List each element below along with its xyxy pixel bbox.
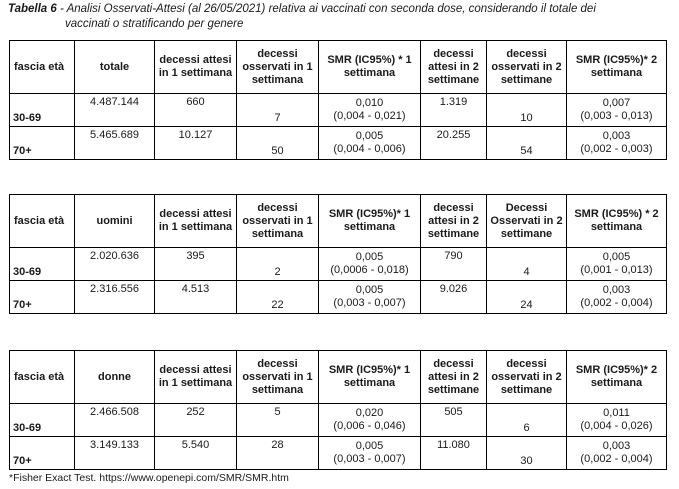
header-attesi-1: decessi attesi in 1 settimana — [155, 41, 237, 94]
smr-value: 0,003 — [602, 440, 631, 452]
cell-attesi-1: 5.540 — [155, 437, 237, 470]
header-smr-2: SMR (IC95%)* 2 settimana — [567, 41, 667, 94]
smr-value: 0,005 — [355, 284, 384, 296]
cell-attesi-2: 20.255 — [421, 127, 487, 160]
cell-age: 30-69 — [10, 248, 75, 281]
cell-osservati-1: 28 — [237, 437, 319, 470]
header-osservati-2: decessi osservati in 2 settimane — [487, 351, 567, 404]
smr-ci: (0,001 - 0,013) — [580, 264, 653, 276]
header-smr-1: SMR (IC95%) * 1 settimana — [319, 41, 421, 94]
cell-attesi-1: 660 — [155, 94, 237, 127]
smr-ci: (0,003 - 0,007) — [333, 297, 406, 309]
table-row — [10, 248, 667, 281]
table-row — [10, 127, 667, 160]
header-osservati-1: decessi osservati in 1 settimana — [237, 195, 319, 248]
cell-smr-1 — [319, 127, 421, 160]
cell-age: 70+ — [10, 281, 75, 314]
cell-population: 4.487.144 — [75, 94, 155, 127]
cell-age: 30-69 — [10, 404, 75, 437]
caption-line-2: vaccinati o stratificando per genere — [65, 18, 244, 30]
cell-age: 30-69 — [10, 94, 75, 127]
header-smr-1: SMR (IC95%)* 1 settimana — [319, 195, 421, 248]
cell-population: 2.466.508 — [75, 404, 155, 437]
cell-osservati-1: 50 — [237, 127, 319, 160]
smr-ci: (0,004 - 0,006) — [333, 143, 406, 155]
cell-smr-1 — [319, 248, 421, 281]
cell-population: 2.316.556 — [75, 281, 155, 314]
cell-attesi-2: 505 — [421, 404, 487, 437]
cell-population: 2.020.636 — [75, 248, 155, 281]
smr-value: 0,011 — [603, 407, 630, 419]
cell-osservati-2: 30 — [487, 437, 567, 470]
cell-smr-2 — [567, 404, 667, 437]
caption-line-1: - Analisi Osservati-Attesi (al 26/05/2021) relativa ai vaccinati con seconda dose, considerando il totale dei — [56, 3, 596, 15]
cell-smr-2 — [567, 281, 667, 314]
cell-smr-2 — [567, 127, 667, 160]
smr-value: 0,005 — [602, 251, 631, 263]
smr-ci: (0,004 - 0,026) — [580, 420, 653, 432]
table-row — [10, 404, 667, 437]
table-donne — [9, 350, 667, 470]
cell-osservati-2: 6 — [487, 404, 567, 437]
table-row — [10, 281, 667, 314]
footnote: *Fisher Exact Test. https://www.openepi.com/SMR/SMR.htm — [9, 472, 289, 484]
cell-attesi-1: 252 — [155, 404, 237, 437]
cell-attesi-1: 4.513 — [155, 281, 237, 314]
table-header-row — [10, 351, 667, 404]
header-attesi-1: decessi attesi in 1 settimana — [155, 195, 237, 248]
cell-osservati-1: 22 — [237, 281, 319, 314]
cell-smr-2 — [567, 437, 667, 470]
table-caption — [8, 2, 673, 32]
cell-attesi-1: 10.127 — [155, 127, 237, 160]
smr-value: 0,010 — [355, 97, 384, 109]
header-smr-2: SMR (IC95%)* 2 settimana — [567, 351, 667, 404]
smr-value: 0,003 — [602, 284, 631, 296]
cell-osservati-2: 4 — [487, 248, 567, 281]
smr-value: 0,005 — [355, 130, 384, 142]
header-osservati-2: Decessi Osservati in 2 settimane — [487, 195, 567, 248]
cell-population: 5.465.689 — [75, 127, 155, 160]
header-fascia-eta: fascia età — [10, 195, 75, 248]
caption-label: Tabella 6 — [8, 3, 57, 15]
cell-smr-1 — [319, 281, 421, 314]
cell-age: 70+ — [10, 127, 75, 160]
header-attesi-2: decessi attesi in 2 settimane — [421, 41, 487, 94]
smr-ci: (0,0006 - 0,018) — [330, 264, 409, 276]
smr-ci: (0,003 - 0,013) — [580, 110, 653, 122]
cell-smr-1 — [319, 94, 421, 127]
cell-osservati-1: 2 — [237, 248, 319, 281]
header-population: donne — [75, 351, 155, 404]
smr-value: 0,003 — [602, 130, 631, 142]
cell-smr-2 — [567, 94, 667, 127]
header-osservati-1: decessi osservati in 1 settimana — [237, 41, 319, 94]
table-uomini — [9, 194, 667, 314]
smr-ci: (0,004 - 0,021) — [333, 110, 406, 122]
smr-ci: (0,002 - 0,004) — [580, 453, 653, 465]
cell-attesi-2: 1.319 — [421, 94, 487, 127]
smr-value: 0,007 — [602, 97, 631, 109]
header-population: uomini — [75, 195, 155, 248]
header-population: totale — [75, 41, 155, 94]
table-header-row — [10, 41, 667, 94]
header-smr-1: SMR (IC95%)* 1 settimana — [319, 351, 421, 404]
header-smr-2: SMR (IC95%) * 2 settimana — [567, 195, 667, 248]
smr-ci: (0,002 - 0,004) — [580, 297, 653, 309]
table-row — [10, 94, 667, 127]
header-osservati-2: decessi osservati in 2 settimane — [487, 41, 567, 94]
smr-value: 0,020 — [355, 407, 384, 419]
cell-osservati-2: 54 — [487, 127, 567, 160]
header-osservati-1: decessi osservati in 1 settimana — [237, 351, 319, 404]
table-header-row — [10, 195, 667, 248]
table-totale — [9, 40, 667, 160]
table-row — [10, 437, 667, 470]
smr-ci: (0,002 - 0,003) — [580, 143, 653, 155]
cell-smr-1 — [319, 437, 421, 470]
cell-attesi-2: 9.026 — [421, 281, 487, 314]
smr-ci: (0,003 - 0,007) — [333, 453, 406, 465]
cell-osservati-2: 10 — [487, 94, 567, 127]
header-attesi-2: decessi attesi in 2 settimane — [421, 195, 487, 248]
smr-ci: (0,006 - 0,046) — [333, 420, 406, 432]
cell-osservati-1: 5 — [237, 404, 319, 437]
header-fascia-eta: fascia età — [10, 41, 75, 94]
cell-osservati-2: 24 — [487, 281, 567, 314]
header-attesi-2: decessi attesi in 2 settimane — [421, 351, 487, 404]
cell-attesi-2: 11.080 — [421, 437, 487, 470]
cell-osservati-1: 7 — [237, 94, 319, 127]
header-fascia-eta: fascia età — [10, 351, 75, 404]
smr-value: 0,005 — [355, 440, 384, 452]
cell-attesi-1: 395 — [155, 248, 237, 281]
cell-smr-1 — [319, 404, 421, 437]
header-attesi-1: decessi attesi in 1 settimana — [155, 351, 237, 404]
cell-smr-2 — [567, 248, 667, 281]
cell-age: 70+ — [10, 437, 75, 470]
cell-population: 3.149.133 — [75, 437, 155, 470]
smr-value: 0,005 — [355, 251, 384, 263]
cell-attesi-2: 790 — [421, 248, 487, 281]
